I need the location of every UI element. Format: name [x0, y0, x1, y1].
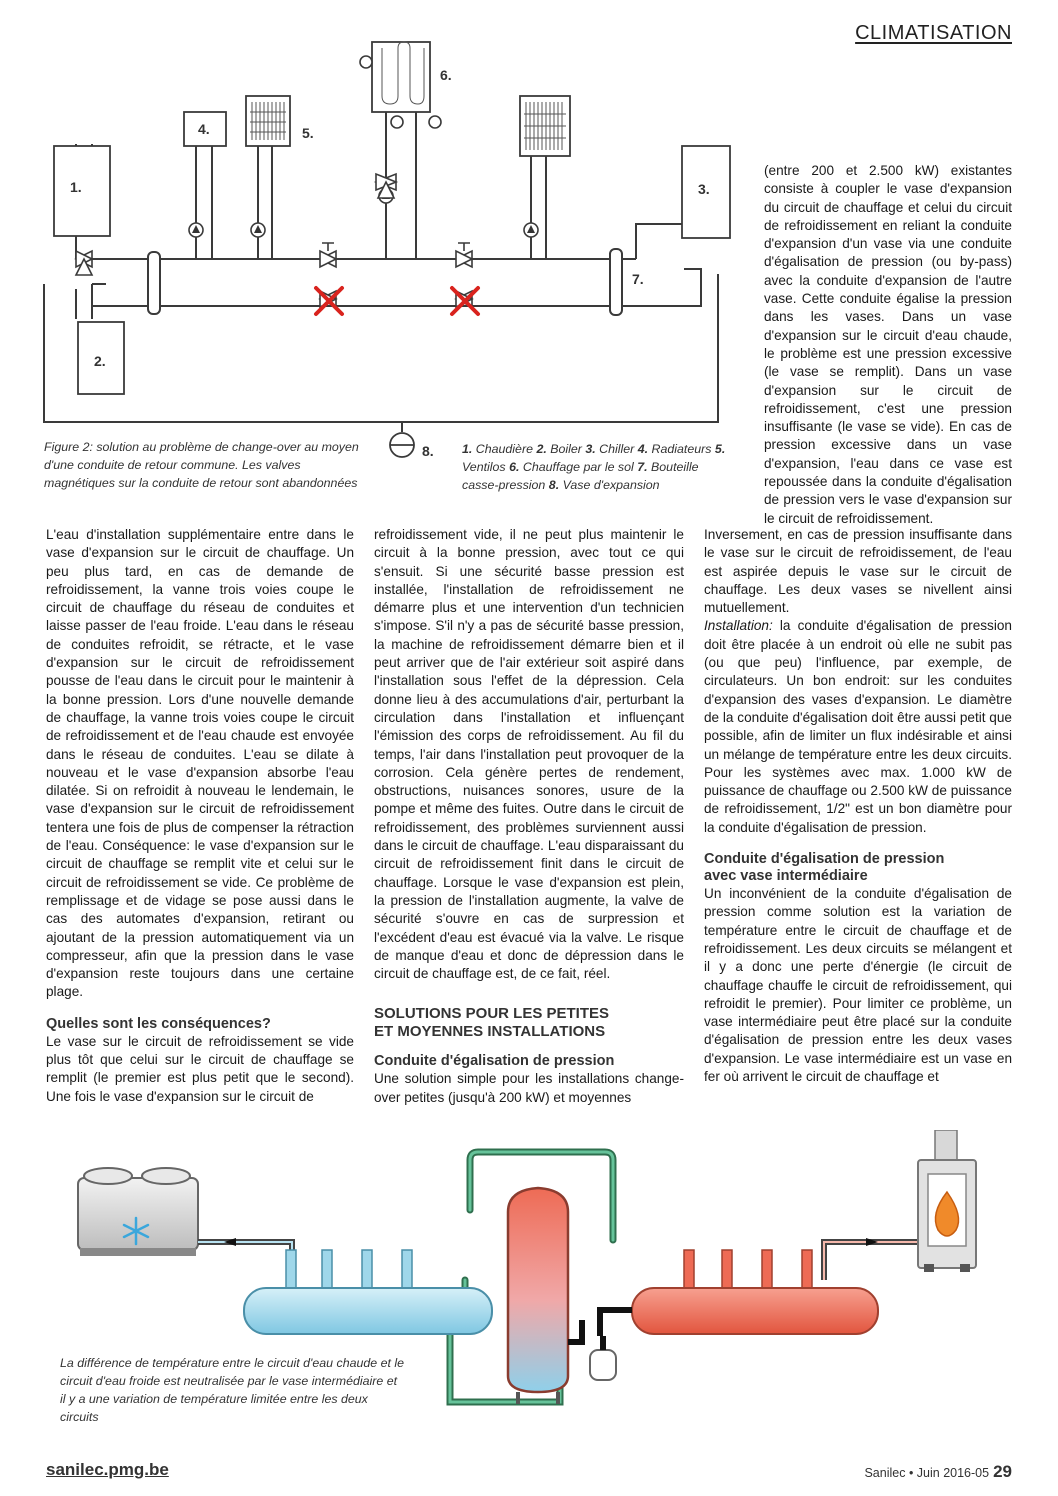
figure2-schematic	[36, 34, 756, 464]
footer-site-link[interactable]: sanilec.pmg.be	[46, 1460, 169, 1479]
column-3	[704, 526, 1012, 1086]
col1-paragraph-1: L'eau d'installation supplémentaire entre dans le vase d'expansion sur le circuit de chauffage. Un peu plus tard, en cas de demande de refroidissement, la vanne trois voies coupe le circuit de chauffage du réseau de conduites et laisse passer de l'eau froide. L'eau dans le réseau de conduites refroidit, se rétracte, et le vase d'expansion sur le circuit de refroidissement pousse de l'eau dans le circuit pour le maintenir à la bonne pression. Lors d'une nouvelle demande de chauffage, la vanne trois voies coupe le circuit de refroidissement et de l'eau chaude est envoyée dans le réseau de conduites. L'eau se dilate à nouveau et le vase d'expansion absorbe l'eau dilatée. Si on refroidit à nouveau le lendemain, le vase d'expansion sur le circuit de refroidissement tentera une fois de plus de compenser la rétraction de l'eau. Conséquence: le vase d'expansion sur le circuit de chauffage se remplit vite et celui sur le circuit de refroidissement se vide. Ce problème de remplissage et de vidage se pose aussi dans le cas des automates d'expansion, retirant ou ajoutant de la pression automatiquement via un compresseur, afin que la pression dans le vase d'expansion reste toujours dans une certaine plage.	[46, 527, 354, 1000]
figure2-legend: 1. Chaudière 2. Boiler 3. Chiller 4. Radiateurs 5. Ventilos 6. Chauffage par le sol 7. Bouteille casse-pression 8. Vase d'expansion	[462, 442, 726, 492]
label-7: 7.	[632, 271, 644, 287]
chiller-unit-icon	[78, 1168, 198, 1256]
column-2	[374, 526, 684, 1107]
label-8: 8.	[422, 443, 434, 459]
label-2: 2.	[94, 353, 106, 369]
cold-collector	[244, 1250, 492, 1334]
right-top-text: (entre 200 et 2.500 kW) existantes consiste à coupler le vase d'expansion du circuit de chauffage et celui du circuit de refroidissement en reliant la conduite d'expansion d'un vase via une conduite d'égalisation de pression (ou by-pass) avec la conduite d'expansion de l'autre vase. Cette conduite égalise la pression dans les vases. Dans un vase d'expansion sur le circuit d'eau chaude, le problème est une pression excessive (le vase se remplit). Dans un vase d'expansion sur le circuit de refroidissement, c'est une pression insuffisante (le vase se vide). En cas de pression excessive dans un vase d'expansion, l'eau dans ce vase est repoussée dans la conduite d'égalisation de pression vers le vase d'expansion sur le circuit de refroidissement.	[764, 163, 1012, 526]
col2-paragraph-2: Une solution simple pour les installations change-over petites (jusqu'à 200 kW) et moyennes	[374, 1071, 684, 1105]
page-number: 29	[993, 1462, 1012, 1481]
col2-subheading: Conduite d'égalisation de pression	[374, 1053, 615, 1070]
col3-paragraph-2: Installation: la conduite d'égalisation de pression doit être placée à un endroit où elle ne subit pas (ou que peu) l'influence, par exemple, de circulateurs. Un bon endroit: sur les conduites d'expansion des vases d'expansion. Le diamètre de la conduite d'égalisation doit être aussi petit que possible, afin de limiter un flux indésirable et ainsi un mélange de température entre les deux circuits. Pour les systèmes avec max. 1.000 kW de puissance de chauffage ou 2.500 kW de puissance de refroidissement, 1/2" est un bon diamètre pour la conduite d'égalisation de pression.	[704, 618, 1012, 835]
bottle-casse-pression	[610, 249, 622, 315]
pumps	[189, 56, 538, 237]
collector-cap-left	[148, 252, 160, 314]
col1-paragraph-2: Le vase sur le circuit de refroidissement se vide plus tôt que celui sur le circuit de chauffage se remplit (le premier est plus petit que le second). Une fois le vase d'expansion sur le circuit de	[46, 1033, 354, 1104]
figure3-caption: La différence de température entre le circuit d'eau chaude et le circuit d'eau froide est neutralisée par le vase intermédiaire et il y a une variation de température limitée entre les deux circuits	[60, 1356, 405, 1424]
col3-paragraph-3: Un inconvénient de la conduite d'égalisation de pression comme solution est la variation de température entre le circuit de chauffage et de refroidissement. Les deux circuits se mélangent et il y a donc une perte d'énergie (le circuit de chauffage chauffe le circuit de refroidissement, qui refroidit le premier). Pour limiter ce problème, un vase intermédiaire peut être placé sur la conduite d'égalisation de pression entre les deux vases d'expansion. Le vase intermédiaire est un vase en fer où arrivent le circuit de chauffage et	[704, 886, 1012, 1085]
hot-collector	[632, 1250, 878, 1334]
intermediate-vessel-icon	[508, 1188, 582, 1404]
col3-subheading-line2: avec vase intermédiaire	[704, 868, 868, 885]
magnet-valves	[320, 243, 472, 307]
abandoned-valve-crosses	[316, 288, 478, 314]
boiler-1	[54, 146, 110, 236]
figure2-caption: Figure 2: solution au problème de change-over au moyen d'une conduite de retour commune. Les valves magnétiques sur la conduite de retour sont abandonnées	[44, 440, 359, 490]
issue-label: Sanilec • Juin 2016-05	[864, 1466, 990, 1480]
label-3: 3.	[698, 181, 710, 197]
footer-issue	[864, 1462, 1012, 1482]
label-5: 5.	[302, 125, 314, 141]
floor-heating-6	[372, 42, 430, 112]
col3-paragraph-1: Inversement, en cas de pression insuffisante dans le vase sur le circuit de refroidissement, de l'eau est aspirée depuis le vase sur le circuit de chauffage. Les deux vases se nivellent ainsi mutuellement.	[704, 527, 1012, 616]
col2-paragraph-1: refroidissement vide, il ne peut plus maintenir le circuit à la bonne pression, avec tout ce qui s'ensuit. Si une sécurité basse pression est installée, l'installation de refroidissement ne démarre plus et une intervention d'un technicien s'impose. S'il n'y a pas de sécurité basse pression, la machine de refroidissement démarre bien et il peut arriver que de l'air extérieur soit aspiré dans l'installation sous l'effet de la dépression. Cela donne lieu à des accumulations d'air, perturbant la circulation dans l'installation et influençant l'émission des corps de refroidissement. Au fil du temps, l'air dans l'installation peut provoquer de la corrosion. Cela génère pertes de rendement, obstructions, nuisances sonores, usure de la pompe et même des fuites. Outre dans le circuit de refroidissement, des problèmes surviennent aussi dans le circuit de chauffage. L'eau disparaissant du circuit de refroidissement finit dans le circuit de chauffage. Lorsque le vase d'expansion est plein, la pression de l'installation augmente, la valve de sécurité s'ouvre en cas de surpression et l'excédent d'eau est évacué via la valve. Le risque de manque d'eau et donc de dépression dans le circuit de chauffage est, de ce fait, réel.	[374, 527, 684, 982]
label-4: 4.	[198, 121, 210, 137]
section-title: CLIMATISATION	[855, 22, 1012, 44]
col2-heading-line1: SOLUTIONS POUR LES PETITES	[374, 1005, 610, 1023]
boiler-flame-icon	[918, 1130, 976, 1272]
column-1	[46, 526, 354, 1106]
label-1: 1.	[70, 179, 82, 195]
col3-subheading-line1: Conduite d'égalisation de pression	[704, 851, 945, 868]
col2-heading-line2: ET MOYENNES INSTALLATIONS	[374, 1023, 606, 1041]
label-6: 6.	[440, 67, 452, 83]
expansion-vessel	[590, 1336, 616, 1380]
col1-heading: Quelles sont les conséquences?	[46, 1015, 271, 1032]
